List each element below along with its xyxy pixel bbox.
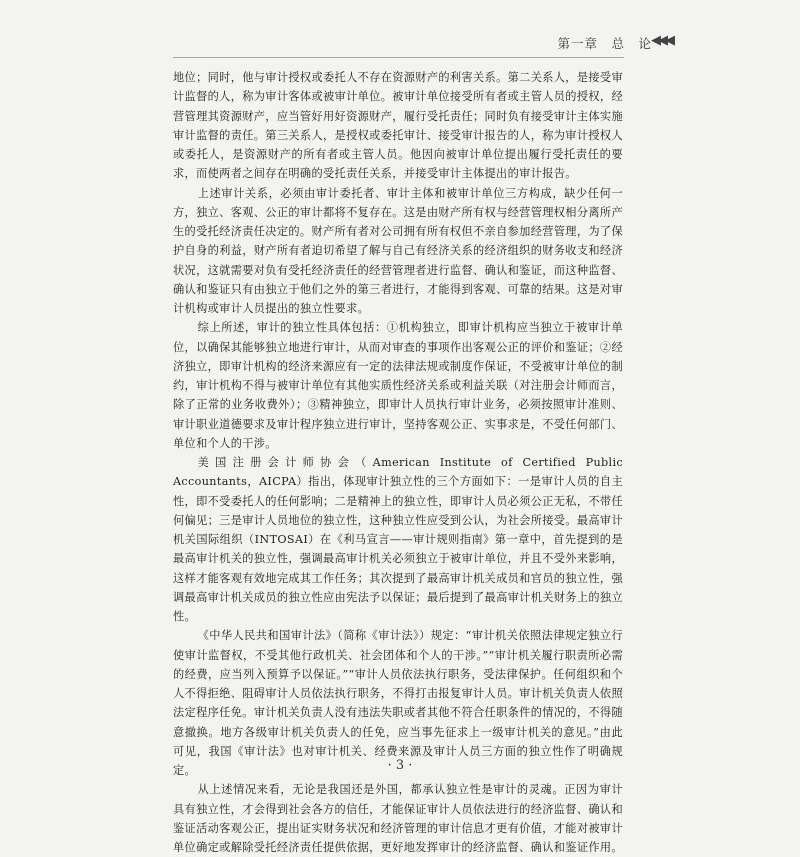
- paragraph-4: 美国注册会计师协会（American Institute of Certified Public Accountants，AICPA）指出，体现审计独立性的三个方面如下：一是审计人员的自主性，即不受委托人的任何影响；二是精神上的独立性，即审计人员必须公正无私，不带任何偏见；三是审计人员地位的独立性，这种独立性应受到公认，为社会所接受。最高审计机关国际组织（INTOSAI）在《利马宣言——审计规则指南》第一章中，首先提到的是最高审计机关的独立性，强调最高审计机关必须独立于被审计单位，并且不受外来影响，这样才能客观有效地完成其工作任务；其次提到了最高审计机关成员和官员的独立性，强调最高审计机关成员的独立性应由宪法予以保证；最后提到了最高审计机关财务上的独立性。: [173, 456, 623, 623]
- paragraph-2: 上述审计关系，必须由审计委托者、审计主体和被审计单位三方构成，缺少任何一方，独立、客观、公正的审计都将不复存在。这是由财产所有权与经营管理权相分离所产生的受托经济责任决定的。财产所有者对公司拥有所有权但不亲自参加经营管理，为了保护自身的利益，财产所有者迫切希望了解与自己有经济关系的经济组织的财务收支和经济状况，这就需要对负有受托经济责任的经营管理者进行监督、确认和鉴证，而这种监督、确认和鉴证只有由独立于他们之外的第三者进行，才能得到客观、可靠的结果。这是对审计机构或审计人员提出的独立性要求。: [173, 186, 623, 315]
- paragraph-5: 《中华人民共和国审计法》（简称《审计法》）规定：“审计机关依照法律规定独立行使审计监督权，不受其他行政机关、社会团体和个人的干涉。”“审计机关履行职责所必需的经费，应当列入预算予以保证。”“审计人员依法执行职务，受法律保护。任何组织和个人不得拒绝、阻碍审计人员依法执行职务，不得打击报复审计人员。审计机关负责人依照法定程序任免。审计机关负责人没有违法失职或者其他不符合任职条件的情况的，不得随意撤换。地方各级审计机关负责人的任免，应当事先征求上一级审计机关的意见。”由此可见，我国《审计法》也对审计机关、经费来源及审计人员三方面的独立性作了明确规定。: [173, 629, 623, 777]
- page-body: [173, 68, 623, 857]
- paragraph-6: 从上述情况来看，无论是我国还是外国，都承认独立性是审计的灵魂。正因为审计具有独立性，才会得到社会各方的信任，才能保证审计人员依法进行的经济监督、确认和鉴证活动客观公正，提出证实财务状况和经济管理的审计信息才更有价值，才能对被审计单位确定或解除受托经济责任提供依据，更好地发挥审计的经济监督、确认和鉴证作用。: [173, 783, 623, 854]
- page-number: · 3 ·: [387, 758, 413, 773]
- header-arrows-icon: ◀◀◀: [651, 33, 672, 48]
- chapter-header: 第一章 总 论: [557, 36, 652, 51]
- paragraph-1: 地位；同时，他与审计授权或委托人不存在资源财产的利害关系。第二关系人，是接受审计监督的人，称为审计客体或被审计单位。被审计单位接受所有者或主管人员的授权，经营管理其资源财产，应当管好用好资源财产，履行受托责任；同时负有接受审计主体实施审计监督的责任。第三关系人，是授权或委托审计、接受审计报告的人，称为审计授权人或委托人，是资源财产的所有者或主管人员。他因向被审计单位提出履行受托责任的要求，而使两者之间存在明确的受托责任关系，并接受审计主体提出的审计报告。: [173, 71, 623, 181]
- header-rule: [173, 57, 624, 58]
- paragraph-3: 综上所述，审计的独立性具体包括：①机构独立，即审计机构应当独立于被审计单位，以确保其能够独立地进行审计，从而对审查的事项作出客观公正的评价和鉴证；②经济独立，即审计机构的经济来源应有一定的法律法规或制度作保证，不受被审计单位的制约，审计机构不得与被审计单位有其他实质性经济关系或利益关联（对注册会计师而言，除了正常的业务收费外）；③精神独立，即审计人员执行审计业务，必须按照审计准则、审计职业道德要求及审计程序独立进行审计，坚持客观公正、实事求是，不受任何部门、单位和个人的干涉。: [173, 321, 623, 450]
